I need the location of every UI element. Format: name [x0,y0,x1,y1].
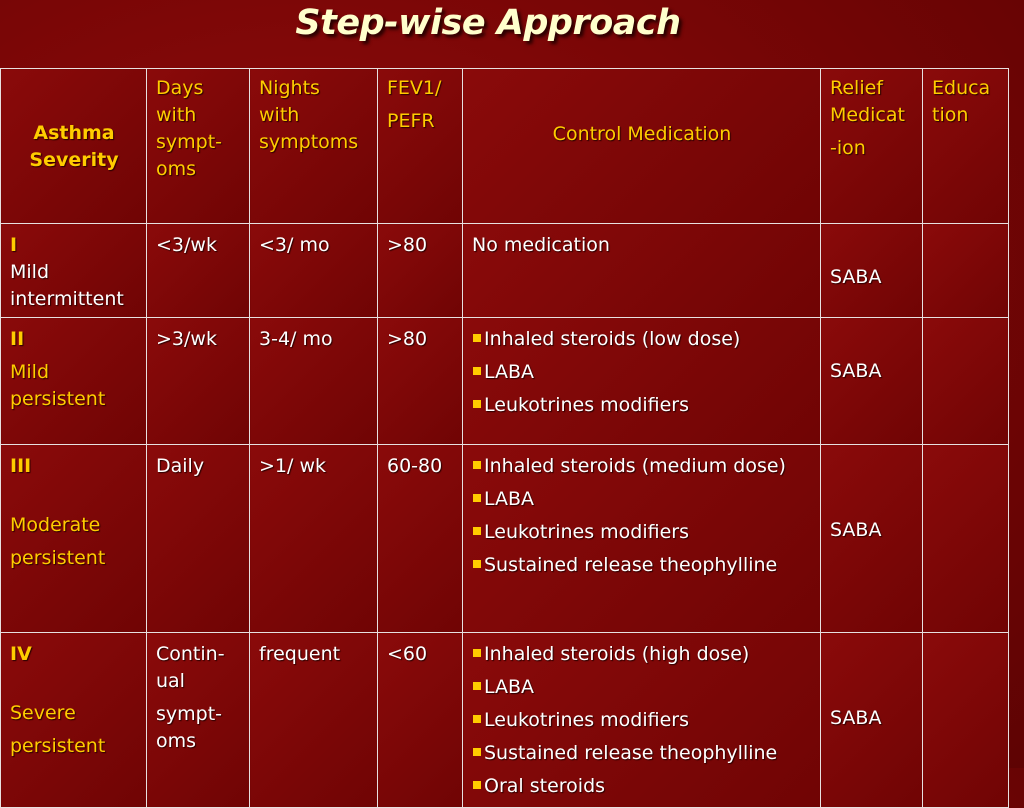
list-item [472,671,812,704]
table-header-row [1,69,1009,224]
header-nights-line: Nights [259,77,320,99]
control-cell [463,633,821,808]
table-row [1,224,1009,318]
control-cell: No medication [463,224,821,318]
fev-cell: <60 [378,633,463,808]
header-days-with-symptoms [147,69,250,224]
header-asthma-severity: Asthma Severity [1,69,147,224]
square-bullet-icon [473,649,481,657]
square-bullet-icon [473,781,481,789]
control-cell [463,318,821,445]
days-cell: <3/wk [147,224,250,318]
square-bullet-icon [473,494,481,502]
header-nights-line: symptoms [259,131,359,153]
fev-cell: 60-80 [378,445,463,633]
header-nights-with-symptoms [250,69,378,224]
control-medication-list [472,638,812,803]
nights-cell: <3/ mo [250,224,378,318]
header-fev-line: FEV1/ [387,77,442,99]
severity-cell [1,633,147,808]
header-days-line: sympt- [156,131,223,153]
list-item [472,356,812,389]
education-cell [923,445,1009,633]
step-number: II [10,328,25,350]
header-relief-line: Relief [830,77,883,99]
header-education-line: Educa [932,77,991,99]
relief-value: SABA [830,266,882,288]
fev-cell: >80 [378,224,463,318]
square-bullet-icon [473,560,481,568]
control-medication-list [472,450,812,582]
relief-cell [821,445,923,633]
list-item [472,450,812,483]
medication-text: LABA [484,676,535,698]
header-education [923,69,1009,224]
days-line: Contin- [156,643,225,665]
severity-label: intermittent [10,288,124,310]
header-relief-medication [821,69,923,224]
days-line: oms [156,730,197,752]
medication-text: Inhaled steroids (medium dose) [484,455,786,477]
nights-cell: >1/ wk [250,445,378,633]
days-line: sympt- [156,703,223,725]
days-cell: >3/wk [147,318,250,445]
square-bullet-icon [473,400,481,408]
square-bullet-icon [473,461,481,469]
header-education-line: tion [932,104,969,126]
days-line: ual [156,670,185,692]
severity-label: persistent [10,388,106,410]
medication-text: Leukotrines modifiers [484,709,689,731]
square-bullet-icon [473,682,481,690]
education-cell [923,318,1009,445]
severity-label: persistent [10,547,106,569]
control-medication-list [472,323,812,422]
header-relief-line: -ion [830,137,866,159]
severity-label: Mild [10,261,50,283]
list-item [472,323,812,356]
header-days-line: Days [156,77,204,99]
header-days-line: oms [156,158,197,180]
nights-cell: frequent [250,633,378,808]
list-item [472,516,812,549]
medication-text: Inhaled steroids (high dose) [484,643,750,665]
list-item [472,704,812,737]
header-control-medication: Control Medication [463,69,821,224]
table-row [1,318,1009,445]
square-bullet-icon [473,715,481,723]
table-row [1,445,1009,633]
relief-value: SABA [830,519,882,541]
list-item [472,737,812,770]
severity-label: Moderate [10,514,101,536]
relief-cell [821,224,923,318]
severity-cell [1,445,147,633]
list-item [472,770,812,803]
severity-label: Severe [10,702,76,724]
nights-cell: 3-4/ mo [250,318,378,445]
header-days-line: with [156,104,197,126]
step-number: IV [10,643,32,665]
header-nights-line: with [259,104,300,126]
header-relief-line: Medicat [830,104,905,126]
medication-text: Inhaled steroids (low dose) [484,328,741,350]
header-fev-line: PEFR [387,110,435,132]
severity-label: Mild [10,361,50,383]
list-item [472,483,812,516]
severity-cell [1,224,147,318]
square-bullet-icon [473,527,481,535]
severity-label: persistent [10,735,106,757]
medication-text: Sustained release theophylline [484,554,778,576]
list-item [472,638,812,671]
square-bullet-icon [473,334,481,342]
relief-value: SABA [830,360,882,382]
relief-cell [821,633,923,808]
fev-cell: >80 [378,318,463,445]
page-title: Step-wise Approach [295,3,681,43]
square-bullet-icon [473,367,481,375]
medication-text: LABA [484,361,535,383]
step-number: III [10,455,32,477]
medication-text: Sustained release theophylline [484,742,778,764]
medication-text: LABA [484,488,535,510]
step-number: I [10,234,18,256]
table-row [1,633,1009,808]
medication-text: Leukotrines modifiers [484,521,689,543]
medication-text: Leukotrines modifiers [484,394,689,416]
days-cell: Daily [147,445,250,633]
education-cell [923,224,1009,318]
days-cell [147,633,250,808]
control-cell [463,445,821,633]
stepwise-table [0,68,1009,808]
list-item [472,549,812,582]
square-bullet-icon [473,748,481,756]
education-cell [923,633,1009,808]
relief-cell [821,318,923,445]
relief-value: SABA [830,707,882,729]
header-fev1-pefr [378,69,463,224]
list-item [472,389,812,422]
severity-cell [1,318,147,445]
medication-text: Oral steroids [484,775,606,797]
